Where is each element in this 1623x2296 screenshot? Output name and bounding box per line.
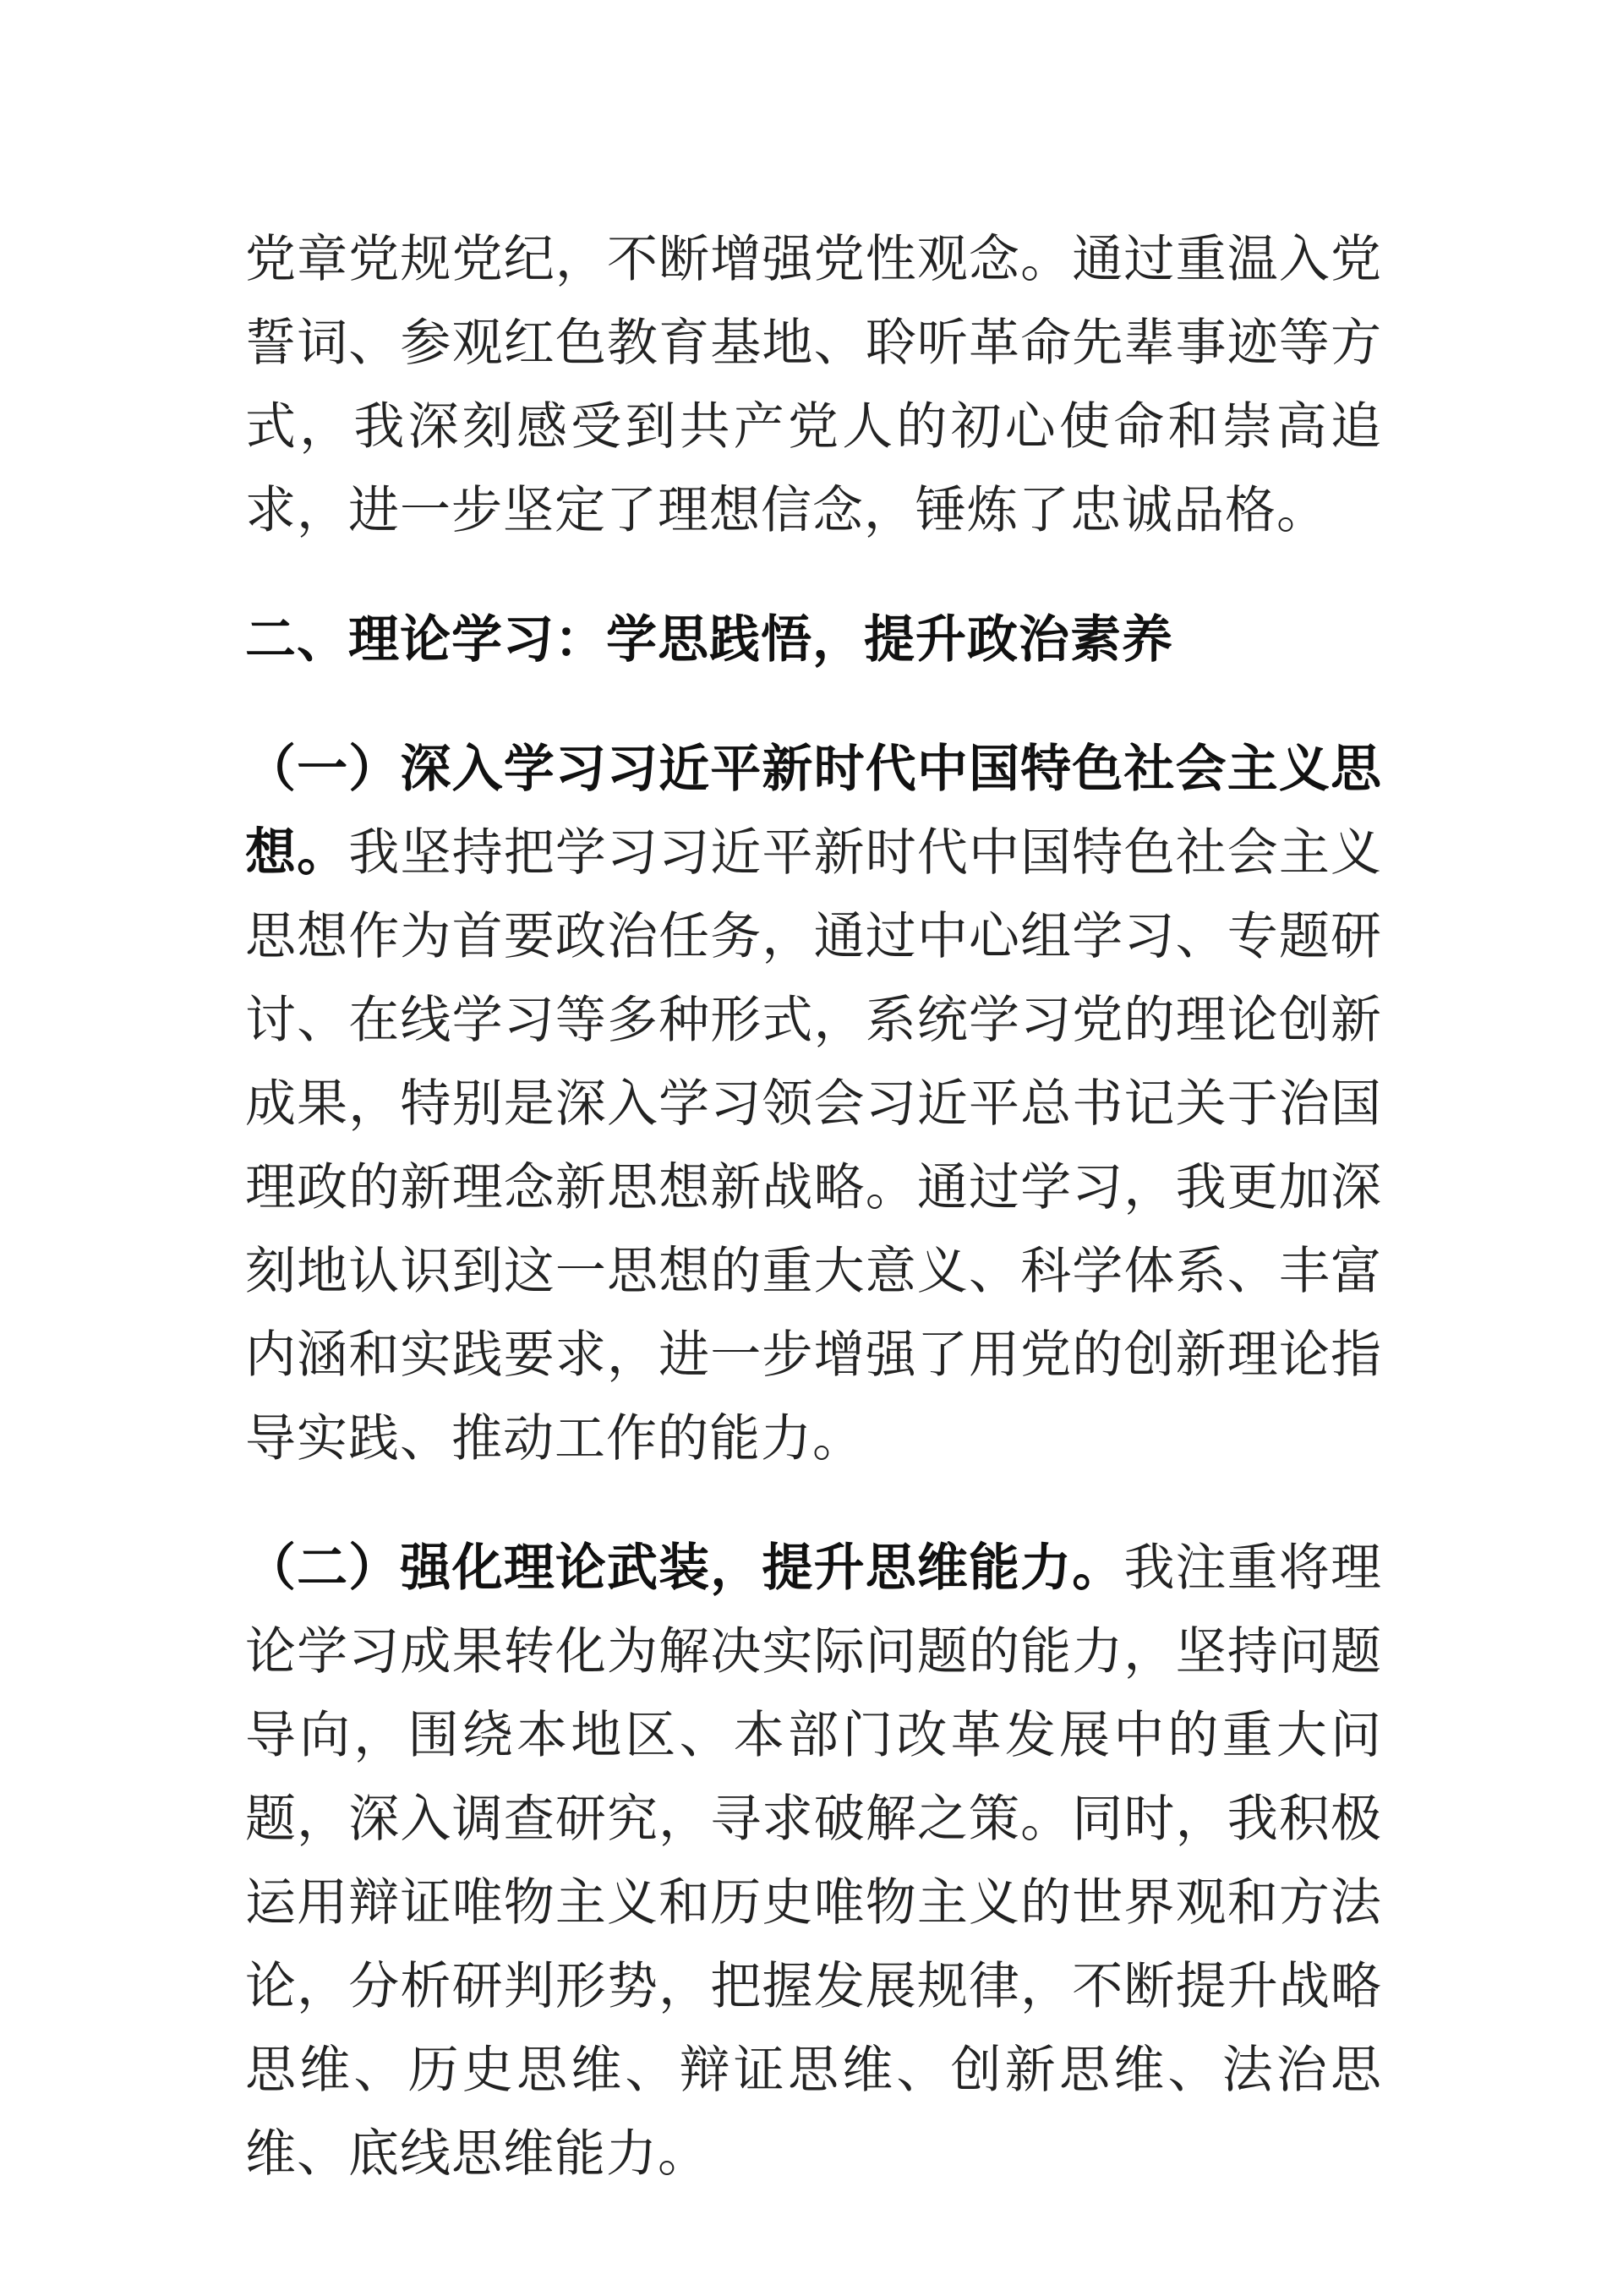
subsection-2-body: 我注重将理论学习成果转化为解决实际问题的能力，坚持问题导向，围绕本地区、本部门改革发展中的重大问题，深入调查研究，寻求破解之策。同时，我积极运用辩证唯物主义和历史唯物主义的世界观和方法论，分析研判形势，把握发展规律，不断提升战略思维、历史思维、辩证思维、创新思维、法治思维、底线思维能力。 bbox=[245, 1539, 1383, 2184]
subsection-2-paragraph bbox=[245, 1527, 1382, 2196]
subsection-1-lead: （一）深入学习习近平新时代中国特色社会主义思想。 bbox=[245, 740, 1382, 883]
subsection-2-lead: （二）强化理论武装，提升思维能力。 bbox=[245, 1539, 1124, 1598]
section-heading: 二、理论学习：学思践悟，提升政治素养 bbox=[245, 610, 1173, 670]
intro-paragraph: 党章党规党纪，不断增强党性观念。通过重温入党誓词、参观红色教育基地、聆听革命先辈事迹等方式，我深刻感受到共产党人的初心使命和崇高追求，进一步坚定了理想信念，锤炼了忠诚品格。 bbox=[245, 230, 1382, 540]
subsection-1-paragraph bbox=[245, 728, 1382, 1481]
document-body bbox=[245, 218, 1382, 2196]
subsection-1-body: 我坚持把学习习近平新时代中国特色社会主义思想作为首要政治任务，通过中心组学习、专题研讨、在线学习等多种形式，系统学习党的理论创新成果，特别是深入学习领会习近平总书记关于治国理政的新理念新思想新战略。通过学习，我更加深刻地认识到这一思想的重大意义、科学体系、丰富内涵和实践要求，进一步增强了用党的创新理论指导实践、推动工作的能力。 bbox=[245, 823, 1383, 1468]
